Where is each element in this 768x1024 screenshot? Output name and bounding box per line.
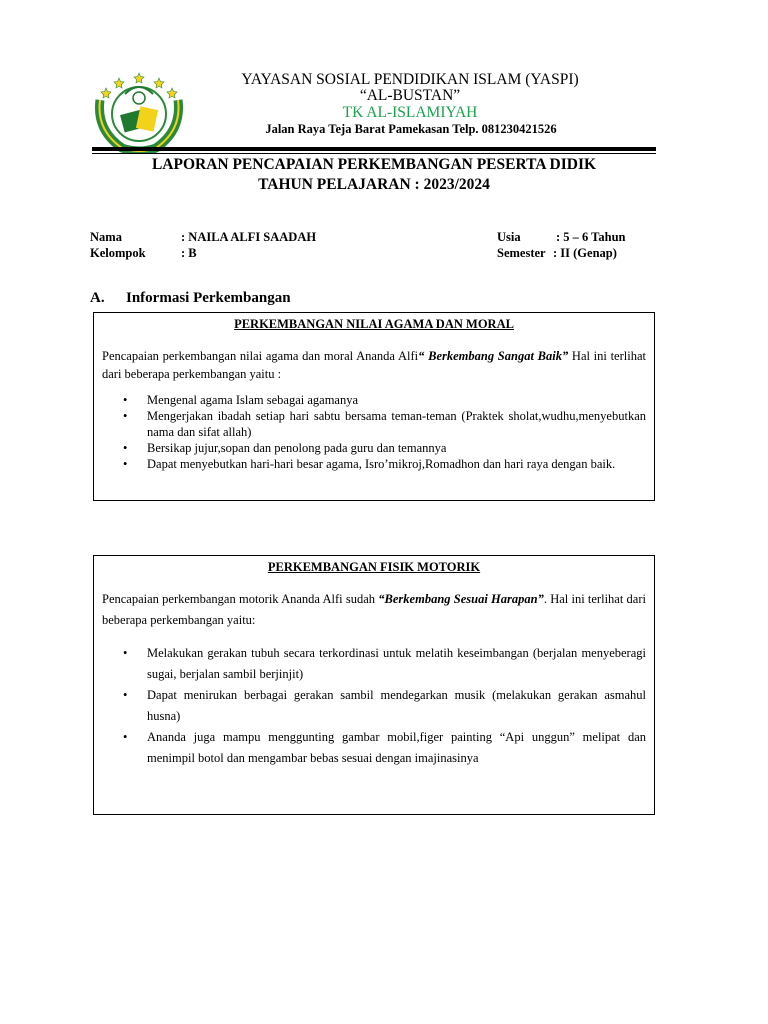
intro-text: Pencapaian perkembangan nilai agama dan moral Ananda Alfi [102, 349, 419, 363]
section-heading [90, 290, 291, 307]
branch-name: “AL-BUSTAN” [359, 87, 461, 104]
name-value: : NAILA ALFI SAADAH [181, 230, 317, 244]
religion-moral-list [123, 392, 646, 472]
religion-moral-title: PERKEMBANGAN NILAI AGAMA DAN MORAL [234, 317, 514, 331]
bullet-icon: • [123, 730, 128, 744]
physical-motor-intro [102, 589, 646, 631]
list-item [123, 392, 646, 408]
header-divider-thick [92, 147, 656, 151]
intro-text-end: . Hal ini terlihat dari beberapa perkembangan yaitu: [102, 592, 646, 627]
foundation-name: YAYASAN SOSIAL PENDIDIKAN ISLAM (YASPI) [241, 71, 579, 88]
achievement-level: “ Berkembang Sangat Baik” [418, 349, 569, 363]
section-title: Informasi Perkembangan [126, 290, 291, 306]
list-item [123, 643, 646, 685]
list-item-text: Dapat menyebutkan hari-hari besar agama, Isro’mikroj,Romadhon dan hari raya dengan baik. [147, 457, 616, 471]
list-item [123, 408, 646, 440]
list-item-text: Dapat menirukan berbagai gerakan sambil mendegarkan musik (melakukan gerakan asmahul husna) [147, 688, 646, 723]
list-item [123, 440, 646, 456]
intro-text: Pencapaian perkembangan motorik Ananda Alfi sudah [102, 592, 379, 606]
physical-motor-title: PERKEMBANGAN FISIK MOTORIK [267, 560, 481, 574]
school-address: Jalan Raya Teja Barat Pamekasan Telp. 081230421526 [265, 122, 557, 136]
achievement-level: “Berkembang Sesuai Harapan” [378, 592, 544, 606]
bullet-icon: • [123, 688, 128, 702]
list-item-text: Bersikap jujur,sopan dan penolong pada guru dan temannya [147, 441, 447, 455]
list-item-text: Ananda juga mampu menggunting gambar mobil,figer painting “Api unggun” melipat dan menimpil botol dan mengambar bebas sesuai dengan imajinasinya [147, 730, 646, 765]
group-value: : B [181, 246, 197, 260]
list-item [123, 685, 646, 727]
bullet-icon: • [123, 457, 128, 471]
age-value: : 5 – 6 Tahun [556, 230, 626, 244]
list-item-text: Melakukan gerakan tubuh secara terkordinasi untuk melatih keseimbangan (berjalan menyeberagi sugai, berjalan sambil berjinjit) [147, 646, 646, 681]
header-divider-thin [92, 153, 656, 154]
semester-label: Semester [497, 246, 546, 260]
section-number: A. [90, 290, 105, 306]
name-label: Nama [90, 230, 122, 244]
list-item [123, 727, 646, 769]
bullet-icon: • [123, 409, 128, 423]
bullet-icon: • [123, 393, 128, 407]
bullet-icon: • [123, 441, 128, 455]
physical-motor-box [93, 555, 655, 815]
academic-year: TAHUN PELAJARAN : 2023/2024 [258, 176, 490, 193]
age-label: Usia [497, 230, 521, 244]
school-name: TK AL-ISLAMIYAH [342, 104, 478, 121]
group-label: Kelompok [90, 246, 146, 260]
list-item-text: Mengenal agama Islam sebagai agamanya [147, 393, 359, 407]
physical-motor-list [123, 643, 646, 769]
intro-text-end: Hal ini terlihat dari beberapa perkembangan yaitu : [102, 349, 646, 381]
list-item [123, 456, 646, 472]
report-title: LAPORAN PENCAPAIAN PERKEMBANGAN PESERTA DIDIK [151, 156, 597, 173]
religion-moral-box [93, 312, 655, 501]
semester-value: : II (Genap) [553, 246, 617, 260]
bullet-icon: • [123, 646, 128, 660]
religion-moral-intro [102, 347, 646, 383]
list-item-text: Mengerjakan ibadah setiap hari sabtu bersama teman-teman (Praktek sholat,wudhu,menyebutkan nama dan sifat allah) [147, 409, 646, 439]
